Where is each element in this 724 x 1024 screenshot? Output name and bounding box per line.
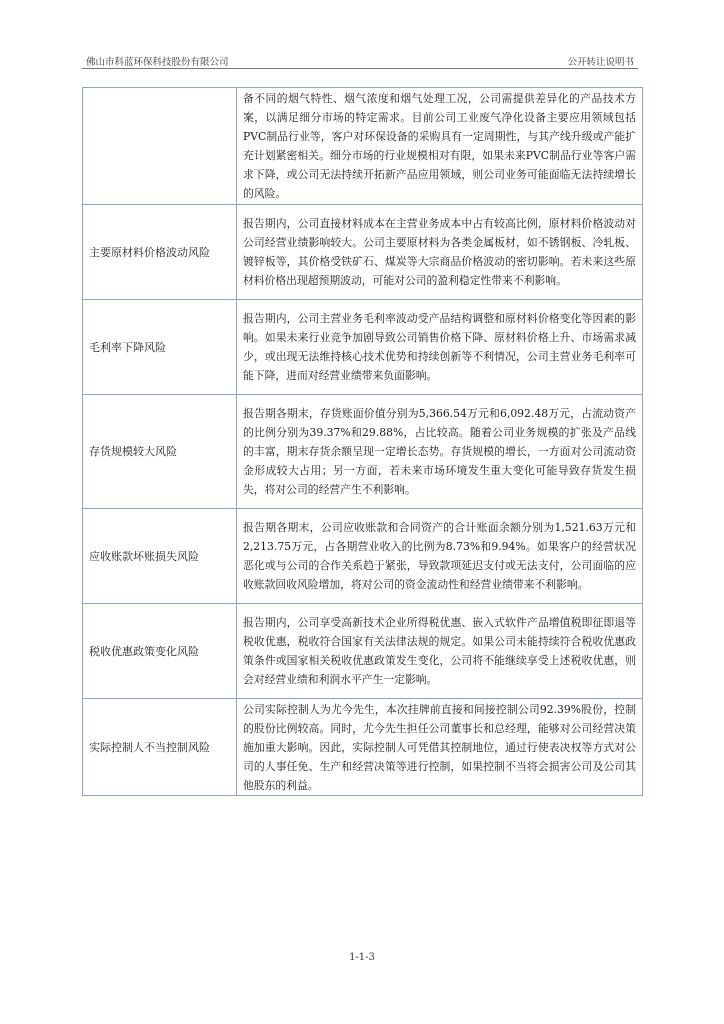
risk-description-text: 报告期内，公司主营业务毛利率波动受产品结构调整和原材料价格变化等因素的影响。如果未来行业竞争加剧导致公司销售价格下降、原材料价格上升、市场需求减少，或出现无法维持核心技术优势和持续创新等不利情况，公司主营业务毛利率可能下降，进而对经营业绩带来负面影响。: [243, 312, 636, 382]
header-document-type: 公开转让说明书: [567, 57, 634, 68]
risk-name-cell: 实际控制人不当控制风险: [83, 699, 237, 796]
risk-description-text: 报告期各期末，公司应收账款和合同资产的合计账面余额分别为1,521.63万元和2,213.75万元，占各期营业收入的比例为8.73%和9.94%。如果客户的经营状况恶化或与公司的合作关系趋于紧张，导致款项延迟支付或无法支付，公司面临的应收账款回收风险增加，将对公司的资金流动性和经营业绩带来不利影响。: [243, 521, 636, 591]
risk-name-cell: 税收优惠政策变化风险: [83, 604, 237, 699]
table-row: [83, 604, 643, 699]
table-row: [83, 699, 643, 796]
table-row: [83, 395, 643, 509]
risk-name-cell: 存货规模较大风险: [83, 395, 237, 509]
header-divider: [82, 68, 638, 69]
risk-description-text: 报告期各期末，存货账面价值分别为5,366.54万元和6,092.48万元，占流动资产的比例分别为39.37%和29.88%，占比较高。随着公司业务规模的扩张及产品线的丰富，期末存货余额呈现一定增长态势。存货规模的增长，一方面对公司流动资金形成较大占用；另一方面，若未来市场环境发生重大变化可能导致存货发生损失，将对公司的经营产生不利影响。: [243, 407, 636, 496]
risk-description-cell: [237, 300, 643, 395]
risk-description-text: 公司实际控制人为尤今先生，本次挂牌前直接和间接控制公司92.39%股份，控制的股份比例较高。同时，尤今先生担任公司董事长和总经理，能够对公司经营决策施加重大影响。因此，实际控制人可凭借其控制地位，通过行使表决权等方式对公司的人事任免、生产和经营决策等进行控制，如果控制不当将会损害公司及公司其他股东的利益。: [243, 702, 636, 792]
page-number: 1-1-3: [349, 952, 375, 963]
table-row: [83, 88, 643, 205]
table-row: [83, 205, 643, 300]
risk-description-cell: [237, 509, 643, 604]
risk-description-text: 报告期内，公司享受高新技术企业所得税优惠、嵌入式软件产品增值税即征即退等税收优惠，税收符合国家有关法律法规的规定。如果公司未能持续符合税收优惠政策条件或国家相关税收优惠政策发生变化，公司将不能继续享受上述税收优惠，则会对经营业绩和利润水平产生一定影响。: [243, 616, 636, 686]
risk-description-cell: [237, 699, 643, 796]
page-header: [82, 52, 638, 68]
risk-description-text: 备不同的烟气特性、烟气浓度和烟气处理工况，公司需提供差异化的产品技术方案，以满足细分市场的特定需求。目前公司工业废气净化设备主要应用领域包括PVC制品行业等，客户对环保设备的采购具有一定周期性，与其产线升级或产能扩充计划紧密相关。细分市场的行业规模相对有限，如果未来PVC制品行业等客户需求下降，或公司无法持续开拓新产品应用领域，则公司业务可能面临无法持续增长的风险。: [243, 92, 636, 200]
risk-description-cell: [237, 395, 643, 509]
risk-description-cell: [237, 88, 643, 205]
risk-description-text: 报告期内，公司直接材料成本在主营业务成本中占有较高比例，原材料价格波动对公司经营业绩影响较大。公司主要原材料为各类金属板材，如不锈钢板、冷轧板、镀锌板等，其价格受铁矿石、煤炭等大宗商品价格波动的密切影响。若未来这些原材料价格出现超预期波动，可能对公司的盈利稳定性带来不利影响。: [243, 217, 636, 287]
risk-name-cell: 毛利率下降风险: [83, 300, 237, 395]
risk-factors-table: [82, 87, 643, 796]
table-row: [83, 300, 643, 395]
risk-description-cell: [237, 205, 643, 300]
table-row: [83, 509, 643, 604]
risk-name-cell: 主要原材料价格波动风险: [83, 205, 237, 300]
risk-description-cell: [237, 604, 643, 699]
risk-name-cell: [83, 88, 237, 205]
risk-name-cell: 应收账款坏账损失风险: [83, 509, 237, 604]
header-company-name: 佛山市科蓝环保科技股份有限公司: [86, 57, 229, 68]
